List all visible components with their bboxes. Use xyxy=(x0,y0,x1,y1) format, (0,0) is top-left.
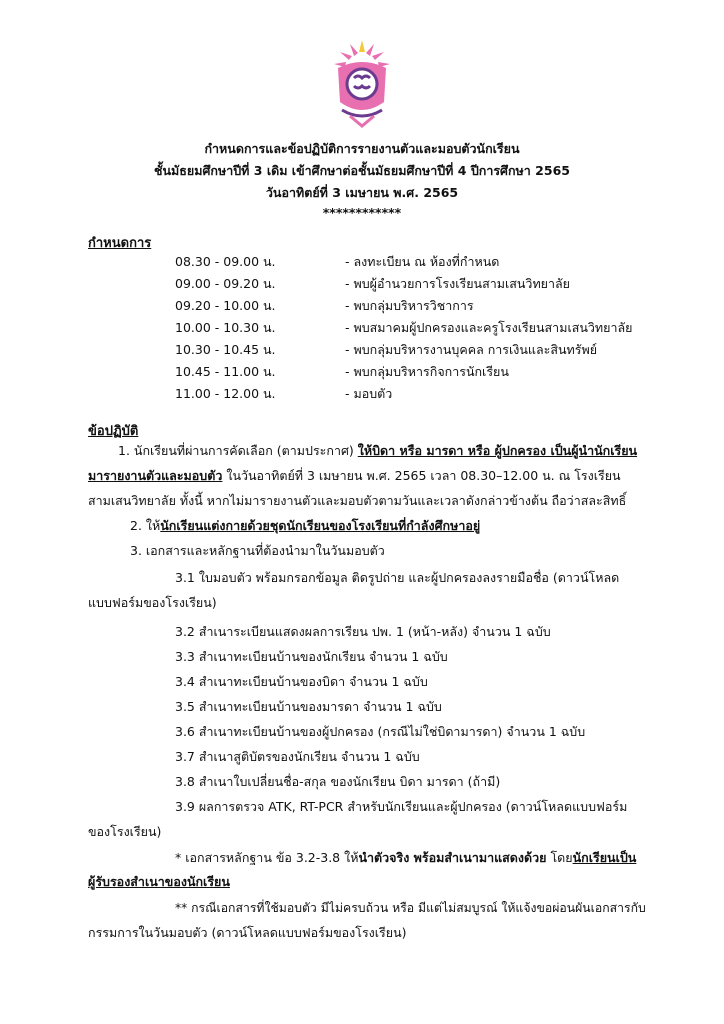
schedule-activity: - พบสมาคมผู้ปกครองและครูโรงเรียนสามเสนวิทยาลัย xyxy=(345,320,633,335)
rule-1-emphasis: ให้บิดา หรือ มารดา หรือ ผู้ปกครอง เป็นผู้นำนักเรียน xyxy=(357,443,638,458)
schedule-row xyxy=(0,296,724,318)
schedule-row xyxy=(0,318,724,340)
note-1-emphasis: นำตัวจริง พร้อมสำเนามาแสดงด้วย xyxy=(358,850,547,865)
document-3-2: 3.2 สำเนาระเบียนแสดงผลการเรียน ปพ. 1 (หน้า-หลัง) จำนวน 1 ฉบับ xyxy=(175,624,551,639)
document-3-1-line-1: 3.1 ใบมอบตัว พร้อมกรอกข้อมูล ติดรูปถ่าย และผู้ปกครองลงรายมือชื่อ (ดาวน์โหลด xyxy=(175,570,620,585)
rule-1-line-1 xyxy=(118,441,637,461)
schedule-activity: - พบกลุ่มบริหารวิชาการ xyxy=(345,298,474,313)
rule-2 xyxy=(130,516,480,536)
rules-heading: ข้อปฏิบัติ xyxy=(88,424,139,439)
schedule-row xyxy=(0,252,724,274)
document-3-1-line-2: แบบฟอร์มของโรงเรียน) xyxy=(88,595,217,610)
note-1-emphasis-3: ผู้รับรองสำเนาของนักเรียน xyxy=(88,874,230,889)
rule-1-date: ในวันอาทิตย์ที่ 3 เมษายน พ.ศ. 2565 เวลา 08.30–12.00 น. ณ โรงเรียน xyxy=(222,468,621,483)
school-logo xyxy=(330,38,394,128)
note-1-connector: โดย xyxy=(546,850,573,865)
rule-3: 3. เอกสารและหลักฐานที่ต้องนำมาในวันมอบตัว xyxy=(130,543,385,558)
title-line-1: กำหนดการและข้อปฏิบัติการรายงานตัวและมอบตัวนักเรียน xyxy=(204,141,520,156)
rule-2-emphasis: นักเรียนแต่งกายด้วยชุดนักเรียนของโรงเรียนที่กำลังศึกษาอยู่ xyxy=(160,518,481,533)
title-line-3: วันอาทิตย์ที่ 3 เมษายน พ.ศ. 2565 xyxy=(265,185,459,200)
rule-1-line-2 xyxy=(88,466,621,486)
schedule-heading: กำหนดการ xyxy=(88,236,152,251)
schedule-row xyxy=(0,384,724,406)
rule-1-text: 1. นักเรียนที่ผ่านการคัดเลือก (ตามประกาศ) xyxy=(118,443,358,458)
document-3-3: 3.3 สำเนาทะเบียนบ้านของนักเรียน จำนวน 1 ฉบับ xyxy=(175,649,448,664)
schedule-time: 10.45 - 11.00 น. xyxy=(175,364,276,379)
note-1-emphasis-2: นักเรียนเป็น xyxy=(572,850,637,865)
schedule-row xyxy=(0,274,724,296)
schedule-time: 10.00 - 10.30 น. xyxy=(175,320,276,335)
note-2-line-2: กรรมการในวันมอบตัว (ดาวน์โหลดแบบฟอร์มของโรงเรียน) xyxy=(88,925,407,940)
document-3-4: 3.4 สำเนาทะเบียนบ้านของบิดา จำนวน 1 ฉบับ xyxy=(175,674,428,689)
schedule-row xyxy=(0,340,724,362)
note-1-line-1 xyxy=(175,848,636,868)
document-3-7: 3.7 สำเนาสูติบัตรของนักเรียน จำนวน 1 ฉบับ xyxy=(175,749,420,764)
note-1-line-2 xyxy=(88,872,230,892)
document-3-6: 3.6 สำเนาทะเบียนบ้านของผู้ปกครอง (กรณีไม่ใช่บิดามารดา) จำนวน 1 ฉบับ xyxy=(175,724,586,739)
schedule-activity: - พบกลุ่มบริหารกิจการนักเรียน xyxy=(345,364,509,379)
document-3-9-line-2: ของโรงเรียน) xyxy=(88,824,162,839)
title-separator: ************ xyxy=(322,205,402,220)
note-1-text: * เอกสารหลักฐาน ข้อ 3.2-3.8 ให้ xyxy=(175,850,359,865)
schedule-time: 11.00 - 12.00 น. xyxy=(175,386,276,401)
document-3-8: 3.8 สำเนาใบเปลี่ยนชื่อ-สกุล ของนักเรียน บิดา มารดา (ถ้ามี) xyxy=(175,774,501,789)
schedule-activity: - พบกลุ่มบริหารงานบุคคล การเงินและสินทรัพย์ xyxy=(345,342,598,357)
rule-2-text: 2. ให้ xyxy=(130,518,161,533)
schedule-activity: - พบผู้อำนวยการโรงเรียนสามเสนวิทยาลัย xyxy=(345,276,571,291)
schedule-time: 09.00 - 09.20 น. xyxy=(175,276,276,291)
rule-1-line-3: สามเสนวิทยาลัย ทั้งนี้ หากไม่มารายงานตัวและมอบตัวตามวันและเวลาดังกล่าวข้างต้น ถือว่าสละสิทธิ์ xyxy=(88,493,627,508)
rule-1-emphasis-2: มารายงานตัวและมอบตัว xyxy=(88,468,223,483)
note-2-line-1: ** กรณีเอกสารที่ใช้มอบตัว มีไม่ครบถ้วน หรือ มีแต่ไม่สมบูรณ์ ให้แจ้งขอผ่อนผันเอกสารกับ xyxy=(175,901,646,915)
document-3-9-line-1: 3.9 ผลการตรวจ ATK, RT-PCR สำหรับนักเรียนและผู้ปกครอง (ดาวน์โหลดแบบฟอร์ม xyxy=(175,799,628,814)
schedule-time: 09.20 - 10.00 น. xyxy=(175,298,276,313)
schedule-row xyxy=(0,362,724,384)
schedule-activity: - มอบตัว xyxy=(345,386,393,401)
schedule-time: 10.30 - 10.45 น. xyxy=(175,342,276,357)
document-3-5: 3.5 สำเนาทะเบียนบ้านของมารดา จำนวน 1 ฉบับ xyxy=(175,699,442,714)
schedule-activity: - ลงทะเบียน ณ ห้องที่กำหนด xyxy=(345,254,500,269)
title-line-2: ชั้นมัธยมศึกษาปีที่ 3 เดิม เข้าศึกษาต่อชั้นมัธยมศึกษาปีที่ 4 ปีการศึกษา 2565 xyxy=(154,163,570,178)
schedule-time: 08.30 - 09.00 น. xyxy=(175,254,276,269)
